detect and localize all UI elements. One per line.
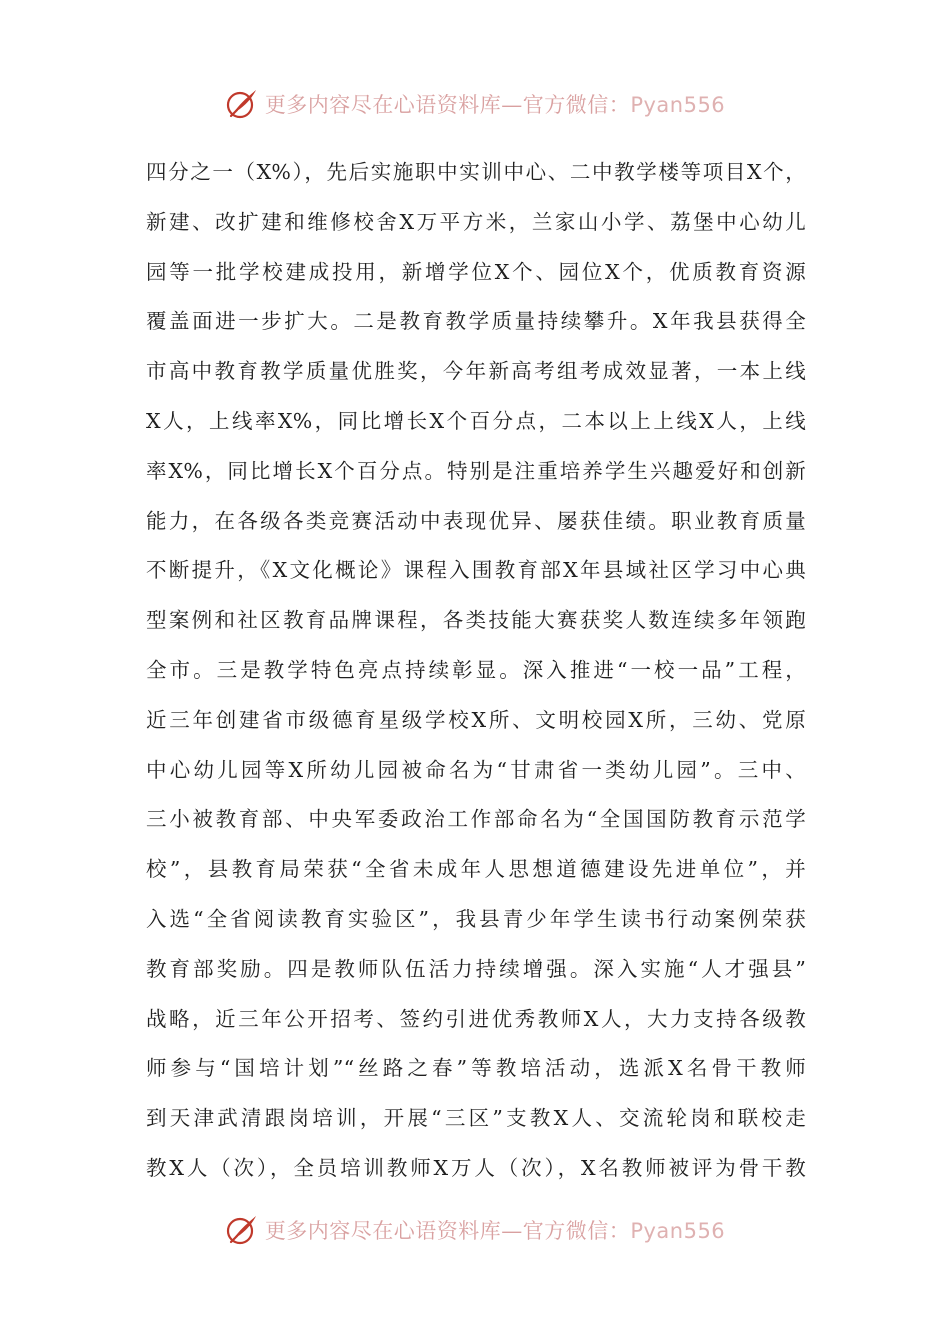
text-line: 师参与“国培计划”“丝路之春”等教培活动，选派X名骨干教师 — [146, 1056, 806, 1081]
text-line: 覆盖面进一步扩大。二是教育教学质量持续攀升。X年我县获得全 — [146, 309, 806, 334]
text-line: 三小被教育部、中央军委政治工作部命名为“全国国防教育示范学 — [146, 807, 806, 832]
text-line: 全市。三是教学特色亮点持续彰显。深入推进“一校一品”工程， — [146, 657, 806, 682]
header-watermark — [0, 84, 950, 124]
quill-logo-icon — [225, 87, 259, 121]
text-line: 市高中教育教学质量优胜奖，今年新高考组考成效显著，一本上线 — [146, 359, 806, 384]
text-line: 率X%，同比增长X个百分点。特别是注重培养学生兴趣爱好和创新 — [146, 458, 806, 483]
text-line: 新建、改扩建和维修校舍X万平方米，兰家山小学、荔堡中心幼儿 — [146, 209, 806, 234]
body-text — [146, 148, 806, 1194]
text-line: 四分之一（X%），先后实施职中实训中心、二中教学楼等项目X个， — [146, 160, 806, 184]
footer-watermark — [0, 1210, 950, 1250]
text-line: 到天津武清跟岗培训，开展“三区”支教X人、交流轮岗和联校走 — [146, 1106, 806, 1131]
text-line: 入选“全省阅读教育实验区”，我县青少年学生读书行动案例荣获 — [146, 906, 806, 931]
watermark-text: 更多内容尽在心语资料库—官方微信：Pyan556 — [264, 1219, 726, 1243]
text-line: 近三年创建省市级德育星级学校X所、文明校园X所，三幼、党原 — [146, 707, 806, 732]
text-line: 战略，近三年公开招考、签约引进优秀教师X人，大力支持各级教 — [146, 1006, 806, 1031]
text-line: 能力，在各级各类竞赛活动中表现优异、屡获佳绩。职业教育质量 — [146, 508, 806, 533]
text-line: 中心幼儿园等X所幼儿园被命名为“甘肃省一类幼儿园”。三中、 — [146, 757, 806, 782]
text-line: 教X人（次），全员培训教师X万人（次），X名教师被评为骨干教 — [146, 1155, 806, 1180]
text-line: 校”，县教育局荣获“全省未成年人思想道德建设先进单位”，并 — [146, 857, 806, 882]
quill-logo-icon — [225, 1213, 259, 1247]
watermark-text: 更多内容尽在心语资料库—官方微信：Pyan556 — [264, 93, 726, 117]
text-line: 型案例和社区教育品牌课程，各类技能大赛获奖人数连续多年领跑 — [146, 608, 806, 633]
text-line: 园等一批学校建成投用，新增学位X个、园位X个，优质教育资源 — [146, 259, 806, 284]
text-line: 不断提升，《X文化概论》课程入围教育部X年县域社区学习中心典 — [146, 558, 806, 583]
text-line: 教育部奖励。四是教师队伍活力持续增强。深入实施“人才强县” — [146, 956, 806, 981]
text-line: X人，上线率X%，同比增长X个百分点，二本以上上线X人，上线 — [146, 408, 806, 433]
